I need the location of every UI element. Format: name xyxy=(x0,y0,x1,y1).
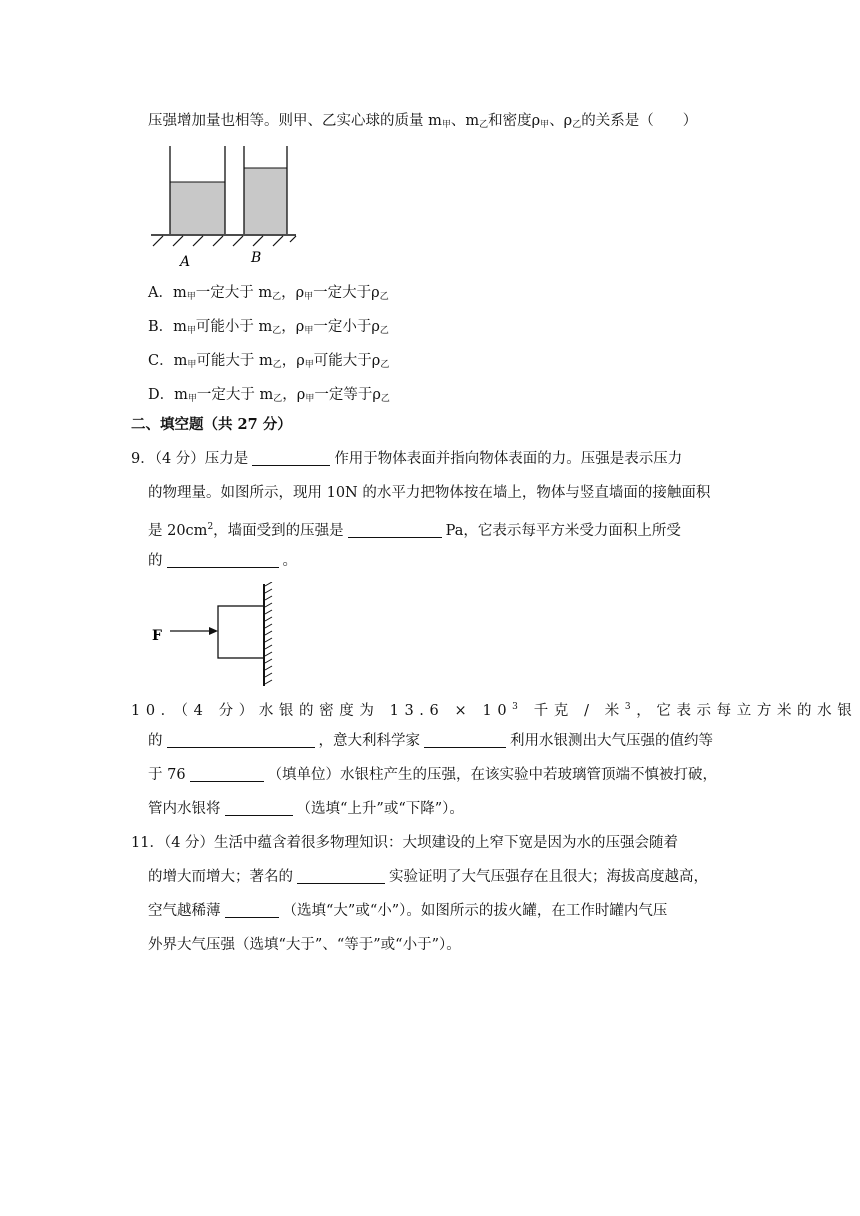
section-heading: 二、填空题（共 27 分） xyxy=(131,416,292,433)
q9-line3: 是 $20cm^2$，墙面受到的压强是 Pa，它表示每平方米受力面积上所受 xyxy=(148,522,681,539)
q11-blank-2[interactable] xyxy=(225,901,279,918)
force-label: F xyxy=(152,628,162,644)
q8-stem-tail: 压强增加量也相等。则甲、乙实心球的质量 $m_甲$、$m_乙$和密度$\rho_甲$、$\rho_乙$的关系是（ ） xyxy=(148,113,698,130)
q10-line1: 10．（4 分）水银的密度为 $13.6 \times 10^3$ 千克 / 米$^3$，它表示每立方米的水银 xyxy=(131,702,858,719)
liquid-a xyxy=(170,182,225,234)
q11-line3: 空气越稀薄 （选填“大”或“小”）。如图所示的拔火罐，在工作时罐内气压 xyxy=(148,903,668,919)
q10-blank-2[interactable] xyxy=(424,731,506,748)
block xyxy=(218,606,264,658)
q11-line4: 外界大气压强（选填“大于”、“等于”或“小于”）。 xyxy=(148,937,461,953)
option-d[interactable]: D．$m_甲$一定大于 $m_乙$，$\rho_甲$一定等于$\rho_乙$ xyxy=(148,387,390,404)
option-c[interactable]: C．$m_甲$可能大于 $m_乙$，$\rho_甲$可能大于$\rho_乙$ xyxy=(148,353,390,370)
liquid-b xyxy=(244,168,287,234)
option-a[interactable]: A．$m_甲$一定大于 $m_乙$，$\rho_甲$一定大于$\rho_乙$ xyxy=(148,285,389,302)
q9-blank-2[interactable] xyxy=(348,521,442,538)
containers-figure xyxy=(148,142,308,270)
label-b: B xyxy=(251,250,262,266)
q9-blank-1[interactable] xyxy=(252,449,330,466)
q10-blank-3[interactable] xyxy=(190,765,264,782)
q9-line4: 的 。 xyxy=(148,553,297,569)
q11-line1: 11．（4 分）生活中蕴含着很多物理知识：大坝建设的上窄下宽是因为水的压强会随着 xyxy=(131,835,679,851)
label-a: A xyxy=(180,254,191,270)
q11-line2: 的增大而增大；著名的 实验证明了大气压强存在且很大；海拔高度越高， xyxy=(148,869,708,885)
q10-line3: 于 76 （填单位）水银柱产生的压强，在该实验中若玻璃管顶端不慎被打破， xyxy=(148,767,718,783)
q11-blank-1[interactable] xyxy=(297,867,385,884)
q9-line1: 9．（4 分）压力是 作用于物体表面并指向物体表面的力。压强是表示压力 xyxy=(131,451,683,467)
wall-figure xyxy=(148,582,278,688)
q10-line4: 管内水银将 （选填“上升”或“下降”）。 xyxy=(148,801,464,817)
q10-line2: 的 ，意大利科学家 利用水银测出大气压强的值约等 xyxy=(148,733,713,749)
option-b[interactable]: B．$m_甲$可能小于 $m_乙$，$\rho_甲$一定小于$\rho_乙$ xyxy=(148,319,389,336)
q9-line2: 的物理量。如图所示，现用 10N 的水平力把物体按在墙上，物体与竖直墙面的接触面积 xyxy=(148,485,711,501)
q9-blank-3[interactable] xyxy=(167,551,279,568)
q10-blank-1[interactable] xyxy=(167,731,315,748)
q10-blank-4[interactable] xyxy=(225,799,293,816)
